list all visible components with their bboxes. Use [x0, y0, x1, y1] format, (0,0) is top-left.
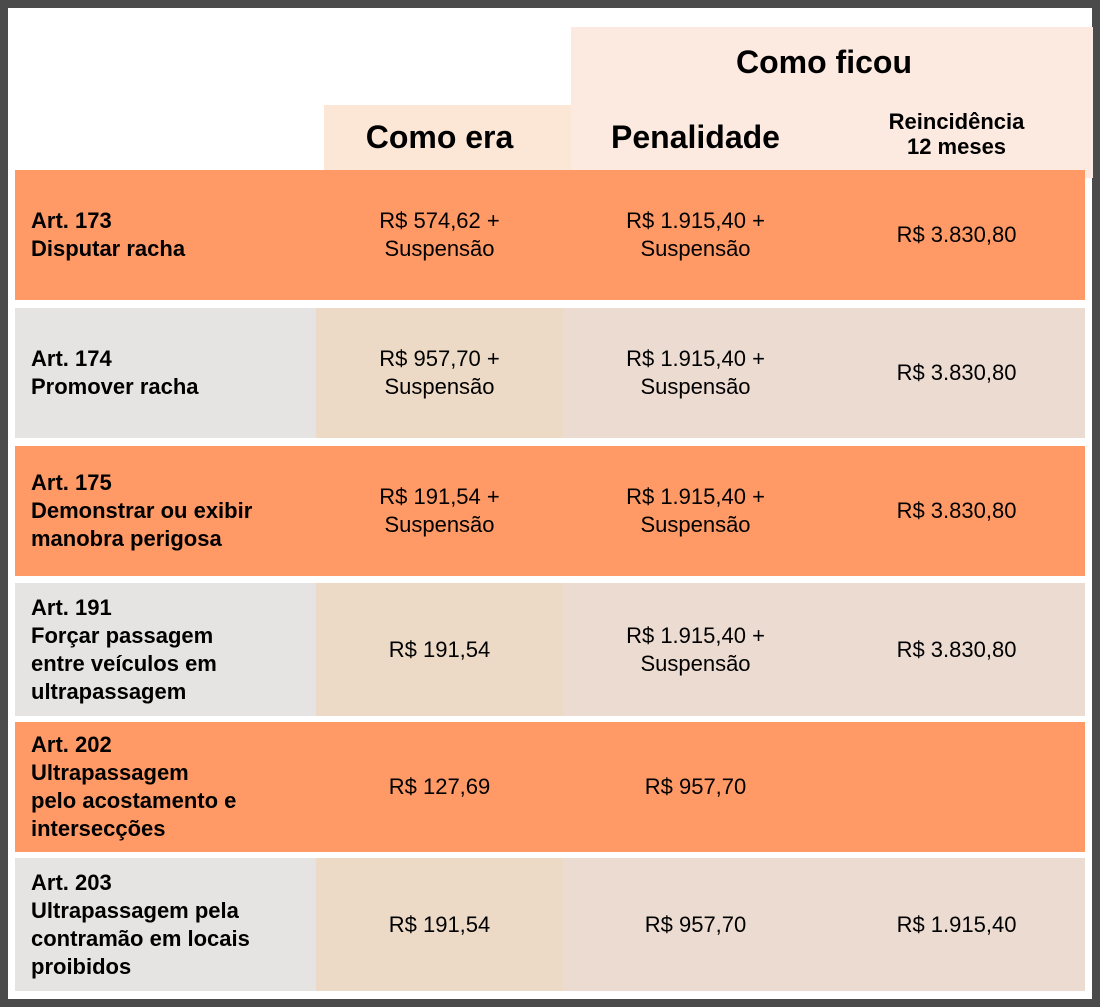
article-label: Art. 203 Ultrapassagem pela contramão em locais proibidos [31, 869, 250, 979]
value-penalty: R$ 1.915,40 + Suspensão [626, 484, 765, 537]
table-row [15, 722, 1085, 852]
article-label: Art. 191 Forçar passagem entre veículos em ultrapassagem [31, 594, 217, 704]
article-label: Art. 175 Demonstrar ou exibir manobra perigosa [31, 470, 253, 551]
value-penalty: R$ 957,70 [644, 774, 747, 799]
article-label: Art. 173 Disputar racha [31, 208, 186, 261]
article-label: Art. 174 Promover racha [31, 346, 199, 399]
column-header-penalidade: Penalidade [611, 118, 780, 155]
group-header-como-ficou: Como ficou [736, 44, 912, 80]
value-recurrence: R$ 3.830,80 [896, 360, 1017, 385]
value-recurrence [828, 722, 1085, 852]
article-label: Art. 202 Ultrapassagem pelo acostamento e intersecções [31, 732, 237, 841]
value-recurrence: R$ 3.830,80 [896, 222, 1017, 247]
value-penalty: R$ 1.915,40 + Suspensão [626, 208, 765, 261]
table-row [15, 170, 1085, 300]
value-penalty: R$ 1.915,40 + Suspensão [626, 346, 765, 399]
value-recurrence: R$ 1.915,40 [896, 911, 1017, 937]
table-row [15, 858, 1085, 991]
value-before: R$ 191,54 [388, 911, 491, 937]
value-before: R$ 191,54 + Suspensão [379, 484, 500, 537]
column-header-como-era: Como era [365, 118, 514, 155]
table-row [15, 446, 1085, 576]
value-before: R$ 957,70 + Suspensão [379, 346, 500, 399]
value-before: R$ 191,54 [388, 636, 491, 662]
value-recurrence: R$ 3.830,80 [896, 498, 1017, 523]
value-before: R$ 127,69 [388, 774, 491, 799]
value-penalty: R$ 1.915,40 + Suspensão [626, 622, 765, 676]
value-recurrence: R$ 3.830,80 [896, 636, 1017, 662]
value-penalty: R$ 957,70 [644, 911, 747, 937]
value-before: R$ 574,62 + Suspensão [379, 208, 500, 261]
column-header-reincidencia: Reincidência 12 meses [888, 108, 1025, 159]
table-row [15, 583, 1085, 716]
table-row [15, 308, 1085, 438]
